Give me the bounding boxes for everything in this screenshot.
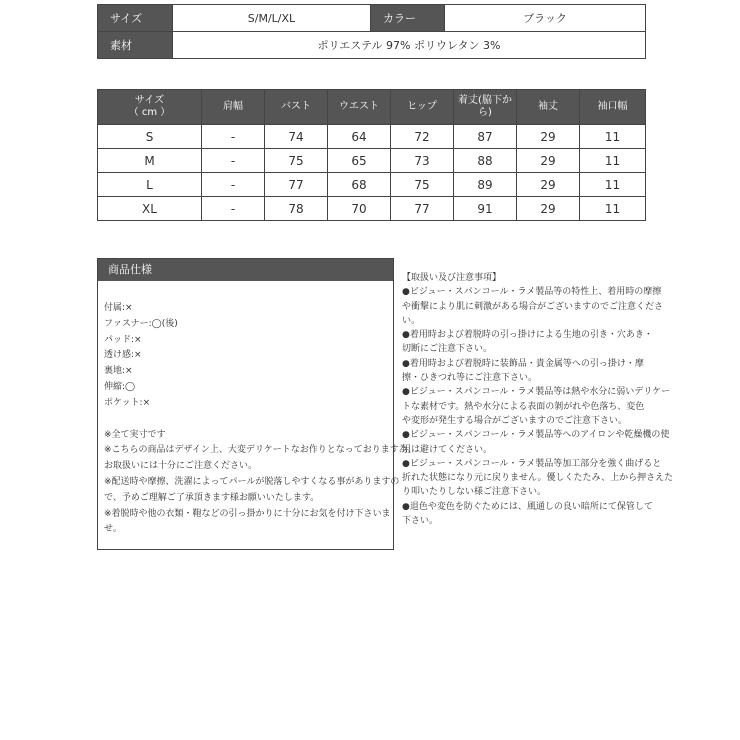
handling-line: 【取扱い及び注意事項】 — [402, 273, 502, 283]
table-cell: 77 — [265, 173, 328, 197]
handling-line: 用は避けてください。 — [402, 444, 493, 455]
handling-line: ●ビジュー・スパンコール・ラメ製品等加工部分を強く曲げると — [402, 458, 662, 469]
size-value: S/M/L/XL — [173, 5, 371, 32]
product-spec-panel — [97, 258, 417, 550]
size-label: サイズ — [98, 5, 173, 32]
handling-line: ●退色や変色を防ぐためには、風通しの良い暗所にて保管して — [402, 501, 653, 512]
handling-line: や衝撃により肌に刺激がある場合がございますのでご注意くださ — [402, 301, 664, 312]
spec-item: 透け感:× — [104, 350, 142, 361]
header-cuff: 袖口幅 — [580, 90, 646, 125]
table-cell: 29 — [517, 125, 580, 149]
table-cell: 70 — [328, 197, 391, 221]
spec-item: パッド:× — [104, 334, 142, 345]
product-spec-body — [98, 281, 417, 538]
header-length: 着丈(脇下か ら) — [454, 90, 517, 125]
table-cell: L — [98, 173, 202, 197]
handling-line: ●ビジュー・スパンコール・ラメ製品等へのアイロンや乾燥機の使 — [402, 430, 670, 441]
color-label: カラー — [371, 5, 445, 32]
table-cell: 91 — [454, 197, 517, 221]
handling-line: ●ビジュー・スパンコール・ラメ製品等は熱や水分に弱いデリケー — [402, 387, 671, 398]
table-cell: 87 — [454, 125, 517, 149]
color-value: ブラック — [445, 5, 646, 32]
table-cell: 11 — [580, 149, 646, 173]
handling-line: 下さい。 — [402, 516, 439, 527]
table-cell: 29 — [517, 149, 580, 173]
table-cell: 89 — [454, 173, 517, 197]
header-bust: バスト — [265, 90, 328, 125]
header-sleeve: 袖丈 — [517, 90, 580, 125]
table-cell: M — [98, 149, 202, 173]
table-cell: 68 — [328, 173, 391, 197]
header-waist: ウエスト — [328, 90, 391, 125]
handling-line: 折れた状態になり元に戻りません。優しくたたみ、上から押さえた — [402, 473, 674, 484]
handling-line: トな素材です。熱や水分による表面の剝がれや色落ち、変色 — [402, 401, 645, 412]
handling-line: ●着用時および着脱時に装飾品・貴金属等への引っ掛け・摩 — [402, 358, 644, 369]
table-cell: 29 — [517, 197, 580, 221]
spec-table — [97, 4, 646, 59]
table-cell: - — [202, 197, 265, 221]
header-shoulder: 肩幅 — [202, 90, 265, 125]
table-cell: XL — [98, 197, 202, 221]
spec-note: で、予めご理解ご了承頂きます様お願いいたします。 — [104, 492, 320, 503]
table-cell: - — [202, 149, 265, 173]
table-cell: 78 — [265, 197, 328, 221]
spec-note: お取扱いには十分にご注意ください。 — [104, 461, 258, 472]
table-cell: 64 — [328, 125, 391, 149]
table-cell: S — [98, 125, 202, 149]
spacer — [104, 412, 387, 428]
spec-item: 伸縮:◯ — [104, 381, 136, 392]
product-spec-title: 商品仕様 — [98, 259, 393, 281]
spec-row-material — [98, 32, 646, 59]
handling-line: や変形が発生する場合がございますのでご注意下さい。 — [402, 415, 628, 426]
handling-line: ●着用時および着脱時の引っ掛けによる生地の引き・穴あき・ — [402, 330, 653, 341]
size-table-header — [98, 90, 646, 125]
spec-note: ※こちらの商品はデザイン上、大変デリケートなお作りとなっております為、 — [104, 445, 417, 456]
handling-line: り叩いたりしない様ご注意下さい。 — [402, 487, 547, 498]
table-cell: 75 — [391, 173, 454, 197]
spec-note: ※着脱時や他の衣類・鞄などの引っ掛かりに十分にお気を付け下さいま — [104, 508, 391, 519]
spec-note: ※配送時や摩擦、洗濯によってパールが脱落しやすくなる事がありますの — [104, 476, 400, 487]
header-hip: ヒップ — [391, 90, 454, 125]
handling-line: ●ビジュー・スパンコール・ラメ製品等の特性上、着用時の摩擦 — [402, 287, 662, 298]
spec-item: ポケット:× — [104, 397, 151, 408]
spec-note: せ。 — [104, 524, 122, 535]
table-cell: 77 — [391, 197, 454, 221]
spec-item: 付属:× — [104, 303, 133, 313]
material-label: 素材 — [98, 32, 173, 59]
spec-item: 裏地:× — [104, 366, 133, 377]
material-value: ポリエステル 97% ポリウレタン 3% — [173, 32, 646, 59]
table-cell: - — [202, 173, 265, 197]
table-cell: 73 — [391, 149, 454, 173]
table-cell: 11 — [580, 197, 646, 221]
table-cell: 74 — [265, 125, 328, 149]
handling-notes — [402, 271, 674, 528]
spec-note: ※全て実寸です — [104, 429, 166, 440]
table-row — [98, 125, 646, 149]
table-cell: - — [202, 125, 265, 149]
table-cell: 65 — [328, 149, 391, 173]
table-cell: 11 — [580, 173, 646, 197]
table-cell: 29 — [517, 173, 580, 197]
header-size: サイズ （ cm ） — [98, 90, 202, 125]
table-cell: 72 — [391, 125, 454, 149]
handling-line: 擦・ひきつれ等にご注意下さい。 — [402, 373, 538, 384]
table-row — [98, 197, 646, 221]
size-table — [97, 89, 646, 221]
table-cell: 88 — [454, 149, 517, 173]
handling-line: い。 — [402, 315, 421, 326]
handling-line: 切断にご注意下さい。 — [402, 344, 493, 355]
table-row — [98, 173, 646, 197]
spec-row-size-color — [98, 5, 646, 32]
table-row — [98, 149, 646, 173]
table-cell: 11 — [580, 125, 646, 149]
spec-item: ファスナー:◯(後) — [104, 318, 178, 329]
table-cell: 75 — [265, 149, 328, 173]
